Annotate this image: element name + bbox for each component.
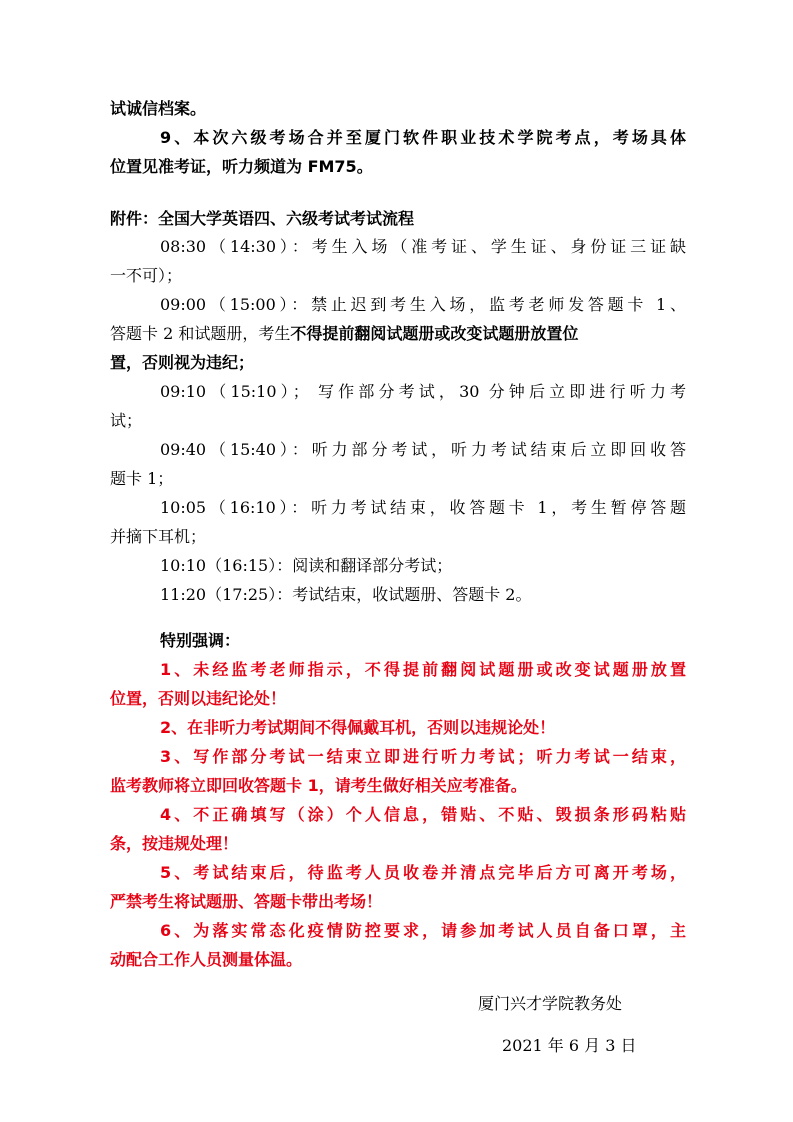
emphasis-item: 2、在非听力考试期间不得佩戴耳机，否则以违规论处！ (160, 718, 556, 737)
emphasis-item: 条，按违规处理！ (110, 834, 239, 853)
emphasis-item: 动配合工作人员测量体温。 (110, 950, 303, 969)
text-line: 位置见准考证，听力频道为 FM75。 (110, 157, 373, 176)
schedule-emphasis: 不得提前翻阅试题册或改变试题册放置位 (290, 324, 579, 343)
schedule-line: 08:30（14:30）：考生入场（准考证、学生证、身份证三证缺 (160, 237, 686, 256)
schedule-line: 一不可）； (110, 266, 183, 285)
schedule-line: 10:05（16:10）：听力考试结束，收答题卡 1，考生暂停答题 (160, 498, 686, 517)
emphasis-item: 监考教师将立即回收答题卡 1，请考生做好相关应考准备。 (110, 776, 527, 795)
schedule-text: 答题卡 2 和试题册，考生 (110, 324, 291, 343)
emphasis-item: 1、未经监考老师指示，不得提前翻阅试题册或改变试题册放置 (160, 660, 686, 679)
schedule-line: 题卡 1； (110, 469, 174, 488)
emphasis-item: 3、写作部分考试一结束立即进行听力考试；听力考试一结束， (160, 747, 686, 766)
emphasis-item: 严禁考生将试题册、答题卡带出考场！ (110, 892, 383, 911)
schedule-line: 试； (110, 411, 143, 430)
signature-date: 2021 年 6 月 3 日 (502, 1036, 637, 1055)
schedule-line: 置，否则视为违纪； (110, 353, 255, 372)
text-line: 试诚信档案。 (110, 99, 207, 118)
emphasis-item: 4、不正确填写（涂）个人信息，错贴、不贴、毁损条形码粘贴 (160, 805, 686, 824)
signature-office: 厦门兴才学院教务处 (478, 994, 623, 1013)
emphasis-item: 位置，否则以违纪论处！ (110, 689, 287, 708)
schedule-line: 09:00（15:00）：禁止迟到考生入场，监考老师发答题卡 1、 (160, 295, 686, 314)
emphasis-item: 6、为落实常态化疫情防控要求，请参加考试人员自备口罩，主 (160, 921, 686, 940)
text-line: 9、本次六级考场合并至厦门软件职业技术学院考点，考场具体 (160, 128, 686, 147)
section-heading: 附件：全国大学英语四、六级考试考试流程 (110, 209, 415, 228)
schedule-line: 11:20（17:25）：考试结束，收试题册、答题卡 2。 (160, 585, 532, 604)
schedule-line: 10:10（16:15）：阅读和翻译部分考试； (160, 556, 453, 575)
schedule-line: 09:40（15:40）：听力部分考试，听力考试结束后立即回收答 (160, 440, 686, 459)
schedule-line: 并摘下耳机； (110, 527, 207, 546)
special-emphasis-heading: 特别强调： (160, 631, 241, 650)
emphasis-item: 5、考试结束后，待监考人员收卷并清点完毕后方可离开考场， (160, 863, 686, 882)
schedule-line (110, 324, 578, 344)
schedule-line: 09:10（15:10）； 写作部分考试，30 分钟后立即进行听力考 (160, 382, 686, 401)
